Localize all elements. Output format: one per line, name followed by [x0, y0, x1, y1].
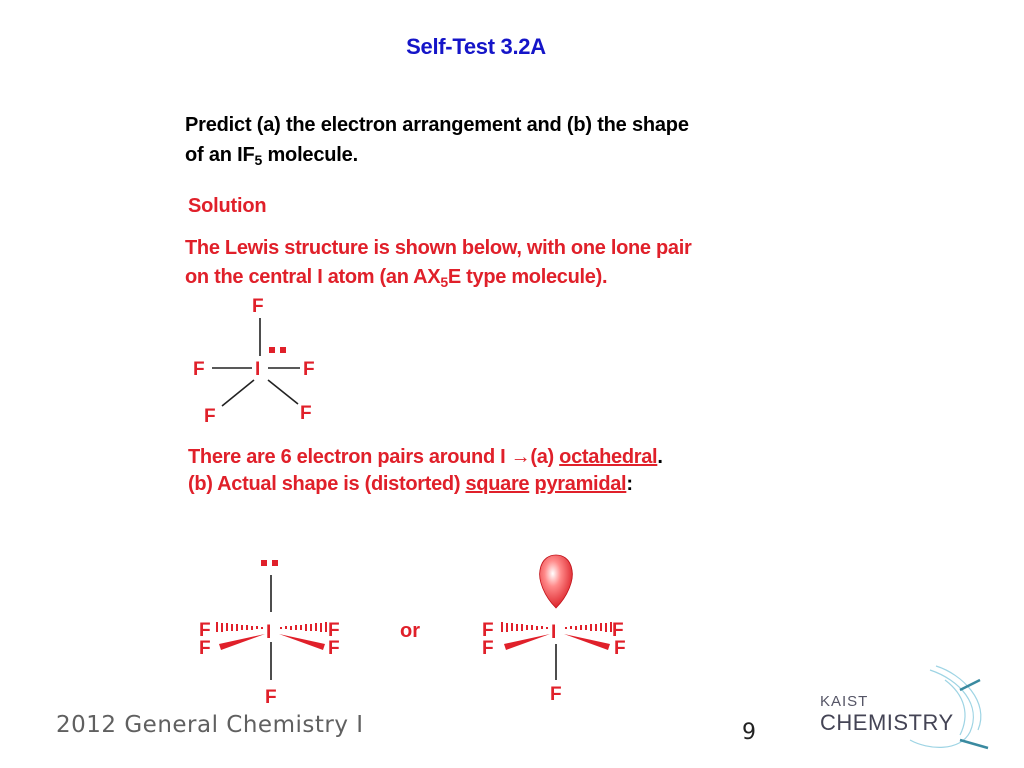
lone-pair-lobe: [540, 555, 573, 608]
question-line-2: of an $IF_5$ molecule.: [185, 144, 358, 168]
lewis-i-center: I: [255, 359, 261, 380]
question-line-1: Predict (a) the electron arrangement and (b) the shape: [185, 114, 689, 136]
pyr-f-back-left: F: [199, 620, 211, 641]
pairs-line-1: There are 6 electron pairs around I →(a) octahedral.: [188, 446, 663, 468]
lewis-f-left: F: [193, 359, 205, 380]
or-label: or: [400, 620, 420, 642]
pyr-f-front-right: F: [328, 638, 340, 659]
lewis-f-top: F: [252, 296, 264, 317]
lobe-f-front-right: F: [614, 638, 626, 659]
question-text: [185, 110, 845, 175]
lewis-description: [185, 234, 865, 297]
lobe-f-back-right: F: [612, 620, 624, 641]
pyr-f-front-left: F: [199, 638, 211, 659]
lobe-f-bottom: F: [550, 684, 562, 705]
pyr-f-back-right: F: [328, 620, 340, 641]
electron-pairs-text: [188, 444, 868, 498]
lewis-f-right: F: [303, 359, 315, 380]
pairs-line-2: (b) Actual shape is (distorted) square pyramidal:: [188, 473, 633, 495]
pyr-i-center: I: [266, 622, 272, 643]
lewis-line-2: on the central I atom (an $AX_5E$ type molecule).: [185, 266, 608, 290]
lone-pair-dots-3d: [261, 560, 278, 566]
lobe-f-front-left: F: [482, 638, 494, 659]
lewis-line-1: The Lewis structure is shown below, with one lone pair: [185, 237, 692, 259]
lobe-f-back-left: F: [482, 620, 494, 641]
square-pyramidal-lobe-diagram: [478, 552, 648, 712]
lewis-structure-diagram: [180, 290, 340, 430]
lewis-f-lower-right: F: [300, 403, 312, 424]
logo-kaist-text: KAIST: [820, 693, 869, 710]
lone-pair-dots: [269, 347, 286, 353]
footer-course-title: 2012 General Chemistry I: [56, 712, 364, 738]
lobe-i-center: I: [551, 622, 557, 643]
page-number: 9: [742, 720, 756, 745]
implies-arrow-icon: →: [510, 446, 531, 468]
pyr-f-bottom: F: [265, 687, 277, 708]
lewis-f-lower-left: F: [204, 406, 216, 427]
solution-heading: Solution: [188, 195, 267, 217]
logo-chemistry-text: CHEMISTRY: [820, 710, 954, 735]
kaist-chemistry-logo: [810, 660, 1000, 755]
square-pyramidal-dots-diagram: [195, 550, 365, 710]
slide-title: Self-Test 3.2A: [406, 34, 546, 59]
